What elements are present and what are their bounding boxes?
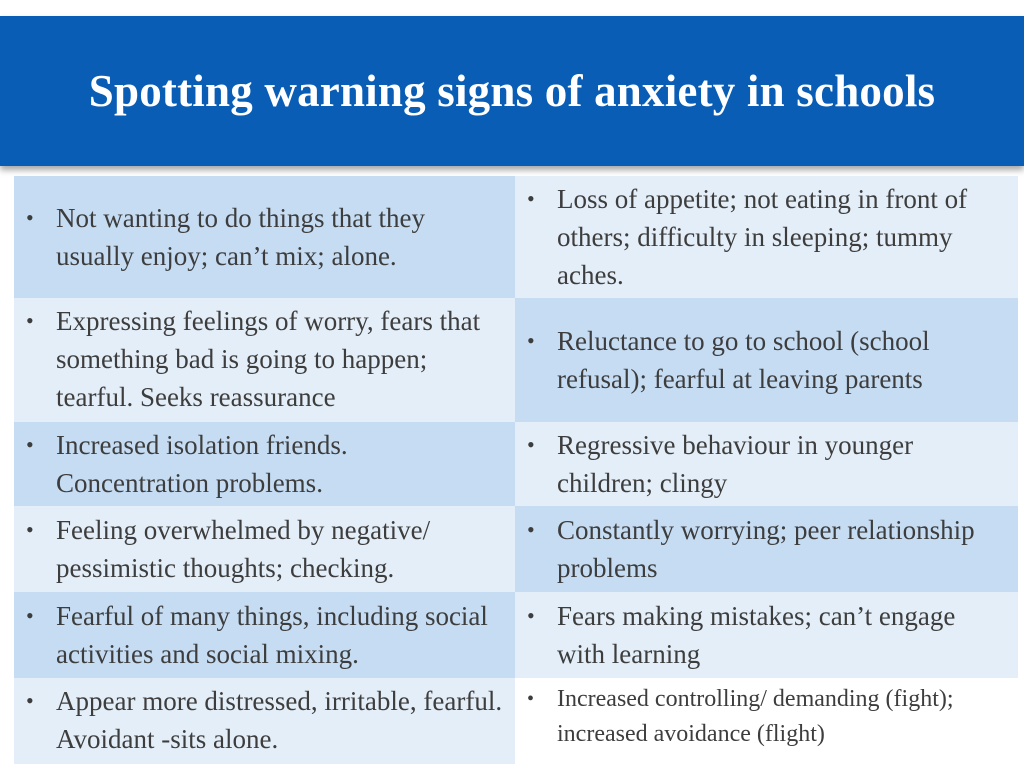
title-banner <box>0 16 1024 166</box>
bullet-icon: • <box>527 517 535 542</box>
list-item-text: Fearful of many things, including social activities and social mixing. <box>56 601 488 669</box>
table-cell-r3-right <box>515 422 1018 506</box>
list-item <box>26 682 503 758</box>
table-cell-r4-right <box>515 506 1018 592</box>
list-item-text: Loss of appetite; not eating in front of others; difficulty in sleeping; tummy aches. <box>557 184 968 290</box>
bullet-icon: • <box>26 308 34 333</box>
table-cell-r6-right <box>515 678 1018 764</box>
bullet-icon: • <box>26 432 34 457</box>
list-item <box>26 199 503 275</box>
list-item <box>527 180 1006 294</box>
table-cell-r5-left <box>14 592 515 678</box>
table-cell-r6-left <box>14 678 515 764</box>
table-cell-r1-right <box>515 176 1018 298</box>
list-item-text: Not wanting to do things that they usually enjoy; can’t mix; alone. <box>56 203 425 271</box>
bullet-icon: • <box>527 186 535 211</box>
bullet-icon: • <box>26 205 34 230</box>
list-item-text: Appear more distressed, irritable, fearful. Avoidant -sits alone. <box>56 686 503 754</box>
list-item-text: Increased controlling/ demanding (fight); increased avoidance (flight) <box>557 686 954 747</box>
bullet-icon: • <box>26 517 34 542</box>
table-cell-r5-right <box>515 592 1018 678</box>
table-cell-r1-left <box>14 176 515 298</box>
bullet-icon: • <box>26 603 34 628</box>
table-cell-r2-right <box>515 298 1018 422</box>
slide-title: Spotting warning signs of anxiety in schools <box>88 66 936 116</box>
list-item-text: Fears making mistakes; can’t engage with learning <box>557 601 956 669</box>
list-item <box>26 302 503 416</box>
bullet-icon: • <box>527 688 535 710</box>
list-item <box>527 426 1006 502</box>
list-item-text: Increased isolation friends. Concentration problems. <box>56 430 348 498</box>
list-item <box>26 597 503 673</box>
list-item <box>527 322 1006 398</box>
bullet-icon: • <box>527 432 535 457</box>
table-cell-r2-left <box>14 298 515 422</box>
list-item-text: Regressive behaviour in younger children; clingy <box>557 430 914 498</box>
bullet-icon: • <box>527 328 535 353</box>
warning-signs-table <box>14 176 1018 764</box>
list-item <box>527 511 1006 587</box>
table-cell-r3-left <box>14 422 515 506</box>
list-item-text: Reluctance to go to school (school refusal); fearful at leaving parents <box>557 326 930 394</box>
list-item-text: Constantly worrying; peer relationship problems <box>557 515 975 583</box>
bullet-icon: • <box>26 688 34 713</box>
list-item-text: Feeling overwhelmed by negative/ pessimistic thoughts; checking. <box>56 515 431 583</box>
list-item <box>527 682 1006 752</box>
list-item <box>527 597 1006 673</box>
table-cell-r4-left <box>14 506 515 592</box>
bullet-icon: • <box>527 603 535 628</box>
list-item <box>26 511 503 587</box>
list-item <box>26 426 503 502</box>
list-item-text: Expressing feelings of worry, fears that something bad is going to happen; tearful. Seeks reassurance <box>56 306 481 412</box>
